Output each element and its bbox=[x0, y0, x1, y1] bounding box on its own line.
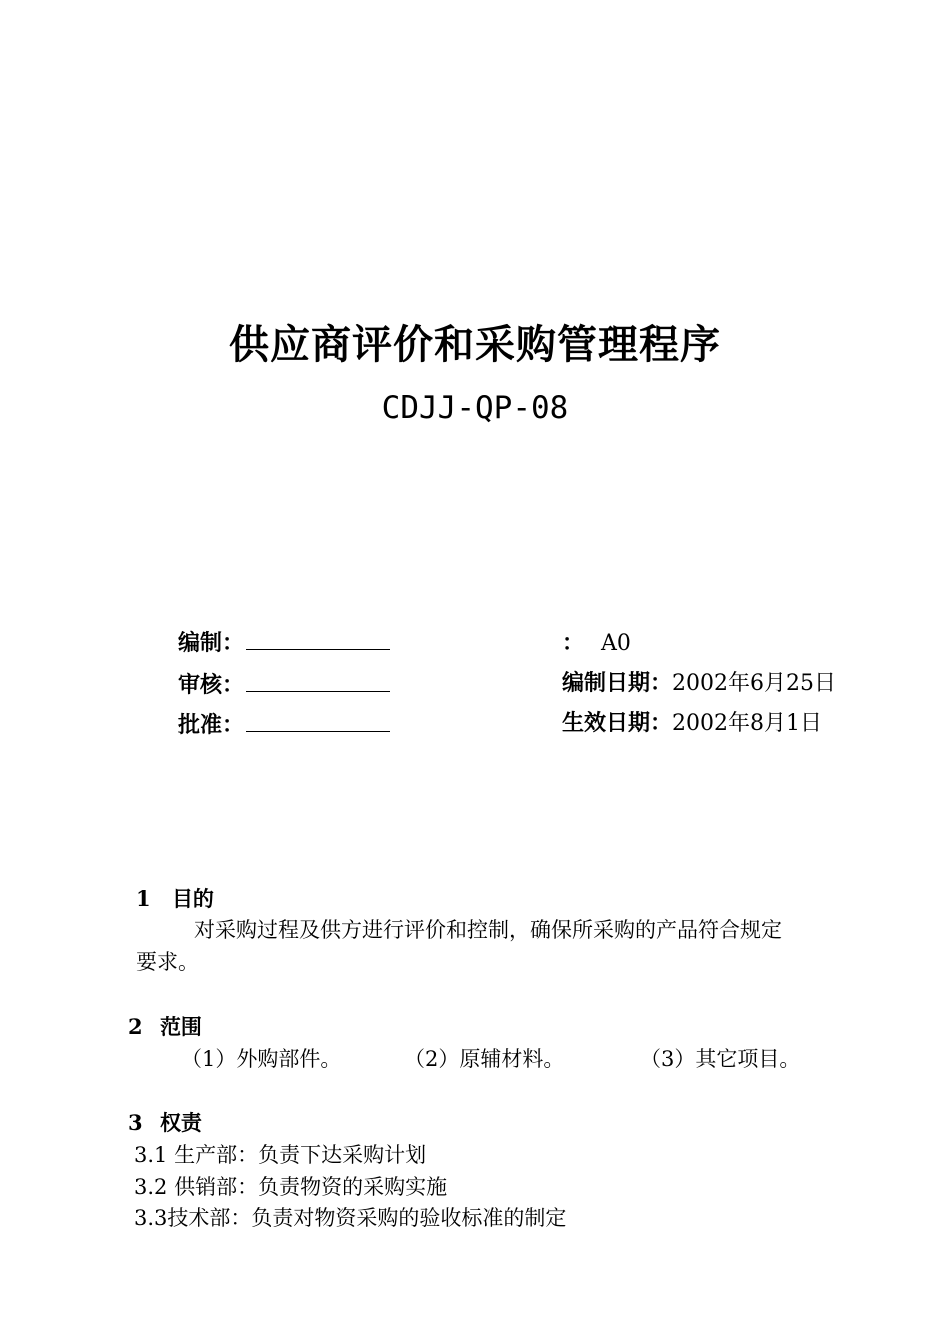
prepared-date-value: 2002年6月25日 bbox=[672, 671, 836, 696]
section-2-number: 2 bbox=[128, 1014, 143, 1039]
approved-by-blank bbox=[246, 711, 390, 732]
section-2-item-2: （2）原辅材料。 bbox=[404, 1047, 565, 1071]
prepared-by-label: 编制： bbox=[178, 630, 245, 656]
section-2-title: 范围 bbox=[159, 1014, 202, 1039]
section-3-item-1: 3.1 生产部：负责下达采购计划 bbox=[134, 1143, 427, 1167]
prepared-date-row bbox=[562, 666, 836, 697]
version-label: ： bbox=[562, 630, 585, 656]
section-1-text-line1: 对采购过程及供方进行评价和控制，确保所采购的产品符合规定 bbox=[194, 918, 782, 942]
effective-date-label: 生效日期： bbox=[562, 710, 673, 736]
section-3-number: 3 bbox=[128, 1110, 143, 1135]
section-1-number: 1 bbox=[136, 886, 151, 911]
section-3-title: 权责 bbox=[159, 1110, 202, 1135]
section-2-item-3: （3）其它项目。 bbox=[640, 1047, 801, 1071]
section-3-heading bbox=[128, 1107, 202, 1137]
section-1-heading bbox=[136, 883, 214, 913]
section-2-item-1: （1）外购部件。 bbox=[181, 1047, 342, 1071]
approved-by-row bbox=[178, 708, 390, 739]
version-value: A0 bbox=[601, 631, 631, 656]
effective-date-value: 2002年8月1日 bbox=[672, 711, 822, 736]
section-3-item-2: 3.2 供销部：负责物资的采购实施 bbox=[134, 1175, 448, 1199]
reviewed-by-blank bbox=[246, 671, 390, 692]
section-3-item-3: 3.3技术部：负责对物资采购的验收标准的制定 bbox=[134, 1206, 567, 1230]
prepared-by-blank bbox=[246, 629, 390, 650]
reviewed-by-row bbox=[178, 668, 390, 699]
document-code: CDJJ-QP-08 bbox=[381, 390, 569, 426]
version-row bbox=[562, 626, 631, 657]
section-2-heading bbox=[128, 1011, 202, 1041]
approved-by-label: 批准： bbox=[178, 712, 245, 738]
prepared-date-label: 编制日期： bbox=[562, 670, 673, 696]
effective-date-row bbox=[562, 706, 822, 737]
section-1-title: 目的 bbox=[171, 886, 214, 911]
reviewed-by-label: 审核： bbox=[178, 672, 245, 698]
prepared-by-row bbox=[178, 626, 390, 657]
document-title: 供应商评价和采购管理程序 bbox=[229, 321, 721, 368]
section-1-text-line2: 要求。 bbox=[136, 950, 199, 974]
